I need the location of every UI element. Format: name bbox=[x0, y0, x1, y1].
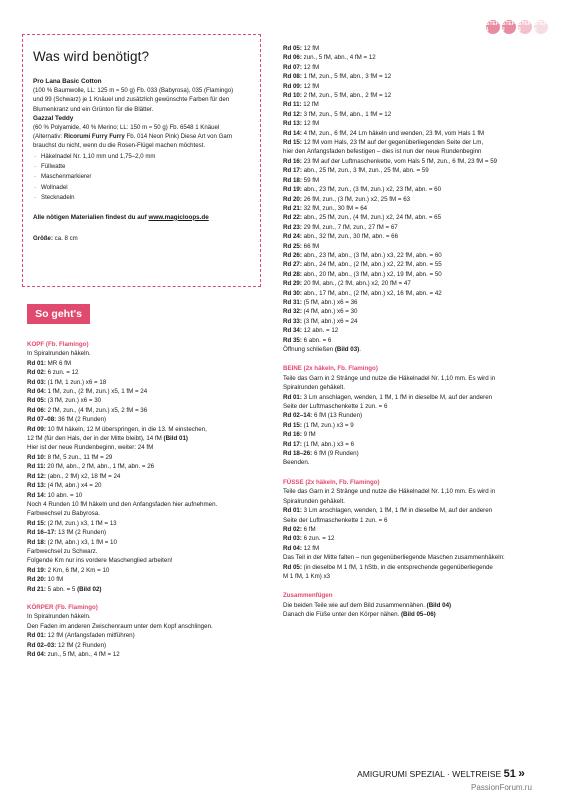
instruction-text: Die beiden Teile wie auf dem Bild zusammennähen. bbox=[283, 601, 427, 609]
round-text: 8 fM, 5 zun., 11 fM = 29 bbox=[45, 453, 113, 461]
round-line bbox=[27, 387, 217, 396]
round-label: Rd 15: bbox=[283, 421, 302, 429]
round-label: Rd 05: bbox=[27, 397, 46, 405]
image-ref: (Bild 01) bbox=[163, 435, 188, 443]
page-footer bbox=[357, 766, 525, 780]
round-line bbox=[283, 223, 505, 232]
instruction-line: hier den Anfangsfaden befestigen – dies ist nun der neue Rundenbeginn bbox=[283, 148, 482, 156]
round-label: Rd 23: bbox=[283, 223, 302, 231]
round-label: Rd 15: bbox=[283, 139, 302, 147]
round-label: Rd 18–26: bbox=[283, 450, 313, 458]
round-label: Rd 17: bbox=[283, 167, 302, 175]
round-text: 5 abn. = 5 bbox=[45, 585, 78, 593]
round-line bbox=[283, 289, 505, 298]
round-label: Rd 30: bbox=[283, 289, 302, 297]
round-text: abn., 25 fM, zun., (4 fM, zun.) x2, 24 fM, abn. = 65 bbox=[301, 214, 442, 222]
instruction-line: Farbwechsel zu Babyrosa. bbox=[27, 510, 100, 518]
round-label: Rd 16: bbox=[283, 431, 302, 439]
round-text: 66 fM bbox=[301, 242, 320, 250]
instruction-line: Hier ist der neue Rundenbeginn, weiter: 24 fM bbox=[27, 444, 154, 452]
round-label: Rd 29: bbox=[283, 280, 302, 288]
instruction-line: Spiralrunden gehäkelt. bbox=[283, 497, 345, 505]
round-label: Rd 33: bbox=[283, 317, 302, 325]
round-text: 2 fM, zun., (4 fM, zun.) x5, 2 fM = 36 bbox=[45, 406, 148, 414]
round-text: 12 fM (2 Runden) bbox=[56, 641, 107, 649]
instruction-line: Seite der Luftmaschenkette 1 zun. = 6 bbox=[283, 403, 388, 411]
round-text: 6 fM (13 Runden) bbox=[312, 412, 363, 420]
footer-text: AMIGURUMI SPEZIAL · WELTREISE bbox=[357, 769, 504, 779]
round-line bbox=[283, 213, 505, 222]
round-label: Rd 04: bbox=[27, 388, 46, 396]
spacer bbox=[27, 594, 217, 603]
section-heading: KOPF (Fb. Flamingo) bbox=[27, 341, 89, 348]
round-label: Rd 01: bbox=[27, 359, 46, 367]
round-line bbox=[283, 232, 505, 241]
round-label: Rd 13: bbox=[283, 120, 302, 128]
instruction-line: M 1 fM, 1 Km) x3 bbox=[283, 572, 331, 580]
round-line bbox=[283, 44, 505, 53]
step-dot: STEP 3 bbox=[518, 21, 532, 33]
yarn2-alt-name: Ricorumi Furry Furry bbox=[63, 133, 125, 141]
instruction-text: Danach die Füße unter den Körper nähen. bbox=[283, 611, 401, 619]
round-line bbox=[27, 650, 217, 659]
instruction-line: Spiralrunden gehäkelt. bbox=[283, 384, 345, 392]
round-line bbox=[283, 393, 505, 402]
round-label: Rd 28: bbox=[283, 270, 302, 278]
instruction-line: Seite der Luftmaschenkette 1 zun. = 6 bbox=[283, 516, 388, 524]
round-line bbox=[27, 453, 217, 462]
spacer bbox=[283, 468, 505, 478]
round-line bbox=[283, 544, 505, 553]
materials-title: Was wird benötigt? bbox=[33, 49, 150, 64]
round-text: 12 fM bbox=[301, 82, 320, 90]
round-line bbox=[283, 166, 505, 175]
round-line bbox=[27, 481, 217, 490]
round-text: (1 fM, abn.) x3 = 6 bbox=[301, 440, 355, 448]
round-text: abn., 25 fM, zun., 3 fM, zun., 25 fM, abn. = 59 bbox=[301, 167, 429, 175]
round-text: 20 fM, abn., (2 fM, abn.) x2, 20 fM = 47 bbox=[301, 280, 411, 288]
round-line bbox=[283, 449, 505, 458]
round-label: Rd 24: bbox=[283, 233, 302, 241]
materials-link[interactable]: www.magicloops.de bbox=[148, 213, 209, 221]
round-line bbox=[283, 534, 505, 543]
section-heading: FÜSSE (2x häkeln, Fb. Flamingo) bbox=[283, 478, 380, 486]
round-text: 6 zun. = 12 bbox=[301, 535, 335, 543]
round-label: Rd 21: bbox=[283, 204, 302, 212]
round-label: Rd 35: bbox=[283, 336, 302, 344]
round-label: Rd 18: bbox=[283, 176, 302, 184]
round-label: Rd 01: bbox=[27, 632, 46, 640]
round-line bbox=[283, 251, 505, 260]
step-dot: STEP 1 bbox=[486, 21, 500, 33]
round-label: Rd 34: bbox=[283, 327, 302, 335]
round-label: Rd 17: bbox=[283, 440, 302, 448]
round-text: (1 fM, 1 zun.) x6 = 18 bbox=[45, 378, 107, 386]
round-line bbox=[27, 585, 217, 594]
round-text: 32 fM, zun., 30 fM = 64 bbox=[301, 204, 368, 212]
round-text: 10 abn. = 10 bbox=[45, 491, 83, 499]
round-line bbox=[283, 411, 505, 420]
round-text: 23 fM auf der Luftmaschenkette, vom Hals 5 fM, zun., 6 fM, 23 fM = 59 bbox=[301, 157, 498, 165]
round-label: Rd 12: bbox=[27, 472, 46, 480]
round-line bbox=[283, 176, 505, 185]
round-text: (abn., 2 fM) x2, 18 fM = 24 bbox=[45, 472, 121, 480]
materials-list bbox=[33, 152, 252, 204]
round-text: MR 6 fM bbox=[45, 359, 72, 367]
round-line bbox=[283, 204, 505, 213]
yarn2-alt-rest: Fb. 014 Neon Pink) Diese Art von Garn bbox=[124, 133, 233, 141]
section-heading: Zusammenfügen bbox=[283, 592, 333, 600]
round-text: zun., 5 fM, abn., 4 fM = 12 bbox=[301, 54, 376, 62]
round-line bbox=[283, 421, 505, 430]
round-text: 2 Km, 6 fM, 2 Km = 10 bbox=[45, 566, 110, 574]
instruction-text: Öffnung schließen bbox=[283, 346, 335, 353]
round-line bbox=[283, 563, 505, 572]
round-line bbox=[283, 317, 505, 326]
round-label: Rd 02: bbox=[283, 525, 302, 533]
round-label: Rd 16–17: bbox=[27, 529, 57, 537]
instructions-right bbox=[283, 44, 505, 620]
round-label: Rd 18: bbox=[27, 538, 46, 546]
round-line bbox=[283, 260, 505, 269]
round-line bbox=[283, 63, 505, 72]
round-line bbox=[283, 298, 505, 307]
watermark: PassionForum.ru bbox=[471, 783, 532, 792]
round-line bbox=[283, 82, 505, 91]
round-label: Rd 03: bbox=[283, 535, 302, 543]
instruction-line: Folgende Km nur ins vordere Maschenglied arbeiten! bbox=[27, 557, 173, 565]
round-label: Rd 14: bbox=[283, 129, 302, 137]
materials-list-item: · Wollnadel bbox=[33, 183, 252, 193]
round-line bbox=[283, 129, 505, 138]
round-text: abn., 32 fM, zun., 30 fM, abn. = 66 bbox=[301, 233, 399, 241]
round-line bbox=[27, 396, 217, 405]
round-text: (3 fM, abn.) x6 = 24 bbox=[301, 317, 358, 325]
round-label: Rd 20: bbox=[27, 576, 46, 584]
instruction-line bbox=[283, 610, 505, 619]
step-dot: STEP 4 bbox=[534, 21, 548, 33]
instruction-line: In Spiralrunden häkeln. bbox=[27, 350, 91, 358]
instruction-line: Teile das Garn in 2 Stränge und nutze die Häkelnadel Nr. 1,10 mm. Es wird in bbox=[283, 488, 496, 496]
yarn1-line: und 99 (Schwarz) je 1 Knäuel und zusätzlich gewünschte Farben für den bbox=[33, 96, 230, 104]
round-line bbox=[27, 368, 217, 377]
round-text: 12 fM bbox=[301, 63, 320, 71]
round-label: Rd 20: bbox=[283, 195, 302, 203]
round-label: Rd 25: bbox=[283, 242, 302, 250]
round-line bbox=[27, 491, 217, 500]
round-label: Rd 07–08: bbox=[27, 416, 57, 424]
page-number: 51 bbox=[503, 768, 516, 780]
round-label: Rd 07: bbox=[283, 63, 302, 71]
round-label: Rd 21: bbox=[27, 585, 46, 593]
round-text: 1 fM, zun., (2 fM, zun.) x5, 1 fM = 24 bbox=[45, 388, 148, 396]
instruction-line: Den Faden im anderen Zwischenraum unter dem Kopf anschlingen. bbox=[27, 622, 213, 630]
image-ref: (Bild 04) bbox=[426, 601, 452, 609]
yarn2-line1: (60 % Polyamide, 40 % Merino; LL: 150 m ≈ 50 g) Fb. 6548 1 Knäuel bbox=[33, 124, 220, 132]
round-line bbox=[283, 157, 505, 166]
yarn2-alternative bbox=[33, 132, 252, 141]
round-label: Rd 06: bbox=[283, 54, 302, 62]
round-line bbox=[27, 519, 217, 528]
round-line bbox=[283, 506, 505, 515]
round-text: 29 fM, zun., 7 fM, zun., 27 fM = 67 bbox=[301, 223, 398, 231]
round-line bbox=[283, 242, 505, 251]
size-value: ca. 8 cm bbox=[52, 234, 78, 242]
instruction-line bbox=[283, 345, 505, 354]
round-label: Rd 01: bbox=[283, 393, 302, 401]
round-text: (5 fM, abn.) x6 = 36 bbox=[301, 298, 358, 306]
round-line bbox=[27, 406, 217, 415]
round-line bbox=[283, 195, 505, 204]
materials-list-item: · Häkelnadel Nr. 1,10 mm und 1,75–2,0 mm bbox=[33, 152, 252, 162]
image-ref: (Bild 02) bbox=[77, 585, 102, 593]
round-label: Rd 09: bbox=[27, 425, 46, 433]
round-label: Rd 31: bbox=[283, 298, 302, 306]
materials-box bbox=[22, 34, 261, 287]
round-text: 6 fM (9 Runden) bbox=[312, 450, 359, 458]
step-dot: STEP 2 bbox=[502, 21, 516, 33]
round-line bbox=[27, 378, 217, 387]
round-text: (3 fM, zun.) x6 = 30 bbox=[45, 397, 102, 405]
round-text: (in dieselbe M 1 fM, 1 hStb, in die entsprechende gegenüberliegende bbox=[301, 563, 493, 571]
round-line bbox=[283, 185, 505, 194]
materials-list-item: · Stecknadeln bbox=[33, 193, 252, 203]
round-label: Rd 11: bbox=[27, 463, 46, 471]
yarn1-line: (100 % Baumwolle, LL: 125 m ≈ 50 g) Fb. 033 (Babyrosa), 035 (Flamingo) bbox=[33, 87, 234, 95]
round-label: Rd 03: bbox=[27, 378, 46, 386]
round-text: 10 fM häkeln, 12 M überspringen, in die 13. M einstechen, bbox=[45, 425, 207, 433]
round-text: (4 fM, abn.) x4 = 20 bbox=[45, 482, 102, 490]
round-label: Rd 16: bbox=[283, 157, 302, 165]
round-text: 6 fM bbox=[301, 525, 316, 533]
spacer bbox=[283, 354, 505, 364]
round-text: abn., 20 fM, abn., (3 fM, abn.) x2, 19 fM, abn. = 50 bbox=[301, 270, 442, 278]
round-label: Rd 04: bbox=[283, 544, 302, 552]
round-label: Rd 08: bbox=[283, 73, 302, 81]
round-line bbox=[27, 538, 217, 547]
instruction-line bbox=[27, 434, 217, 443]
round-text: abn., 24 fM, abn., (2 fM, abn.) x2, 22 fM, abn. = 55 bbox=[301, 261, 442, 269]
round-line bbox=[283, 279, 505, 288]
instructions-left bbox=[27, 340, 217, 659]
yarn2-alt-prefix: (Alternativ: bbox=[33, 133, 64, 141]
instruction-line: Teile das Garn in 2 Stränge und nutze die Häkelnadel Nr. 1,10 mm. Es wird in bbox=[283, 374, 496, 382]
round-text: 3 Lm anschlagen, wenden, 1 fM, 1 fM in dieselbe M, auf der anderen bbox=[301, 507, 493, 515]
round-line bbox=[283, 326, 505, 335]
round-text: 6 abn. = 6 bbox=[301, 336, 332, 344]
materials-source-text: Alle nötigen Materialien findest du auf bbox=[33, 213, 149, 221]
yarn1-description bbox=[33, 86, 252, 114]
instruction-line: Das Teil in der Mitte falten – nun gegenüberliegende Maschen zusammenhäkeln: bbox=[283, 554, 505, 562]
section-banner: So geht's bbox=[27, 304, 90, 324]
round-text: 59 fM bbox=[301, 176, 320, 184]
spacer bbox=[283, 581, 505, 591]
round-text: 36 fM (2 Runden) bbox=[56, 416, 107, 424]
round-label: Rd 12: bbox=[283, 110, 302, 118]
round-line bbox=[283, 72, 505, 81]
section-heading: KÖRPER (Fb. Flamingo) bbox=[27, 603, 98, 611]
round-text: 26 fM, zun., (3 fM, zun.) x2, 25 fM = 63 bbox=[301, 195, 411, 203]
round-text: (1 fM, zun.) x3 = 9 bbox=[301, 421, 354, 429]
round-text: abn., 17 fM, abn., (2 fM, abn.) x2, 16 fM, abn. = 42 bbox=[301, 289, 442, 297]
round-text: 6 zun. = 12 bbox=[45, 369, 79, 377]
round-text: 12 fM bbox=[301, 544, 320, 552]
round-text: 3 Lm anschlagen, wenden, 1 fM, 1 fM in dieselbe M, auf der anderen bbox=[301, 393, 493, 401]
materials-list-item: · Maschenmarkierer bbox=[33, 172, 252, 182]
round-label: Rd 05: bbox=[283, 45, 302, 52]
size-label: Größe: bbox=[33, 234, 53, 242]
round-line bbox=[283, 110, 505, 119]
round-text: zun., 5 fM, abn., 4 fM = 12 bbox=[45, 651, 120, 658]
round-line bbox=[283, 430, 505, 439]
round-text: 2 fM, zun., 5 fM, abn., 2 fM = 12 bbox=[301, 92, 392, 100]
step-indicator bbox=[486, 20, 548, 34]
round-label: Rd 04: bbox=[27, 651, 46, 658]
round-label: Rd 14: bbox=[27, 491, 46, 499]
yarn2-name: Gazzal Teddy bbox=[33, 114, 74, 122]
round-text: 12 abn. = 12 bbox=[301, 327, 339, 335]
round-label: Rd 26: bbox=[283, 251, 302, 259]
instruction-line: Farbwechsel zu Schwarz. bbox=[27, 547, 98, 555]
round-text: 1 fM, zun., 5 fM, abn., 3 fM = 12 bbox=[301, 73, 392, 81]
round-label: Rd 15: bbox=[27, 519, 46, 527]
instruction-line bbox=[283, 601, 505, 610]
materials-list-item: · Füllwatte bbox=[33, 162, 252, 172]
round-label: Rd 05: bbox=[283, 563, 302, 571]
instruction-text: 12 fM (für den Hals, der in der Mitte bleibt), 14 fM bbox=[27, 435, 164, 443]
round-text: (4 fM, abn.) x6 = 30 bbox=[301, 308, 358, 316]
round-line bbox=[27, 425, 217, 434]
round-label: Rd 01: bbox=[283, 507, 302, 515]
round-label: Rd 10: bbox=[27, 453, 46, 461]
next-page-arrows[interactable]: » bbox=[518, 766, 525, 780]
round-text: abn., 23 fM, abn., (3 fM, abn.) x3, 22 fM, abn. = 60 bbox=[301, 251, 442, 259]
round-line bbox=[283, 100, 505, 109]
instruction-end: . bbox=[359, 346, 361, 353]
round-label: Rd 09: bbox=[283, 82, 302, 90]
round-label: Rd 02: bbox=[27, 369, 46, 377]
round-text: (2 fM, abn.) x3, 1 fM = 10 bbox=[45, 538, 117, 546]
round-text: 12 fM bbox=[301, 120, 320, 128]
round-line bbox=[27, 575, 217, 584]
section-heading: BEINE (2x häkeln, Fb. Flamingo) bbox=[283, 365, 378, 373]
round-line bbox=[283, 119, 505, 128]
round-text: (2 fM, zun.) x3, 1 fM = 13 bbox=[45, 519, 117, 527]
round-line bbox=[27, 631, 217, 640]
round-label: Rd 22: bbox=[283, 214, 302, 222]
round-line bbox=[283, 336, 505, 345]
materials-source bbox=[33, 213, 252, 222]
round-text: 13 fM (2 Runden) bbox=[56, 529, 107, 537]
round-line bbox=[27, 641, 217, 650]
round-label: Rd 13: bbox=[27, 482, 46, 490]
yarn2-line3: brauchst du nicht, wenn du die Rosen-Flügel machen möchtest. bbox=[33, 142, 206, 150]
round-text: 4 fM, zun., 6 fM, 24 Lm häkeln und wenden, 23 fM, vom Hals 1 fM bbox=[301, 129, 485, 137]
round-label: Rd 32: bbox=[283, 308, 302, 316]
round-label: Rd 10: bbox=[283, 92, 302, 100]
round-text: abn., 23 fM, zun., (3 fM, zun.) x2, 23 fM, abn. = 60 bbox=[301, 186, 442, 194]
round-label: Rd 02–14: bbox=[283, 412, 313, 420]
round-line bbox=[283, 53, 505, 62]
round-text: 20 fM, abn., 2 fM, abn., 1 fM, abn. = 26 bbox=[45, 463, 155, 471]
round-label: Rd 06: bbox=[27, 406, 46, 414]
round-text: 12 fM (Anfangsfaden mitführen) bbox=[45, 632, 135, 640]
round-label: Rd 27: bbox=[283, 261, 302, 269]
image-ref: (Bild 03) bbox=[334, 346, 360, 353]
round-text: 10 fM bbox=[45, 576, 64, 584]
round-line bbox=[283, 270, 505, 279]
round-label: Rd 02–03: bbox=[27, 641, 57, 649]
round-line bbox=[283, 440, 505, 449]
yarn1-line: Blumenkranz und ein Grünton für die Blätter. bbox=[33, 105, 154, 113]
round-text: 3 fM, zun., 5 fM, abn., 1 fM = 12 bbox=[301, 110, 392, 118]
round-text: 12 fM bbox=[301, 45, 320, 52]
round-text: 12 fM vom Hals, 23 fM auf der gegenüberliegenden Seite der Lm, bbox=[301, 139, 484, 147]
round-line bbox=[283, 91, 505, 100]
round-line bbox=[283, 525, 505, 534]
image-ref: (Bild 05–06) bbox=[400, 611, 436, 619]
round-line bbox=[27, 462, 217, 471]
size-info bbox=[33, 234, 252, 243]
round-line bbox=[27, 415, 217, 424]
round-label: Rd 11: bbox=[283, 101, 302, 109]
round-text: 9 fM bbox=[301, 431, 316, 439]
round-line bbox=[283, 307, 505, 316]
round-line bbox=[27, 528, 217, 537]
instruction-line: Noch 4 Runden 10 fM häkeln und den Anfangsfaden hier aufnehmen. bbox=[27, 500, 218, 508]
round-line bbox=[27, 472, 217, 481]
round-line bbox=[27, 359, 217, 368]
round-line bbox=[283, 138, 505, 147]
round-label: Rd 19: bbox=[283, 186, 302, 194]
instruction-line: Beenden. bbox=[283, 459, 310, 467]
round-label: Rd 19: bbox=[27, 566, 46, 574]
yarn1-name: Pro Lana Basic Cotton bbox=[33, 78, 102, 85]
round-line bbox=[27, 566, 217, 575]
round-text: 12 fM bbox=[301, 101, 319, 109]
instruction-line: In Spiralrunden häkeln. bbox=[27, 613, 91, 621]
